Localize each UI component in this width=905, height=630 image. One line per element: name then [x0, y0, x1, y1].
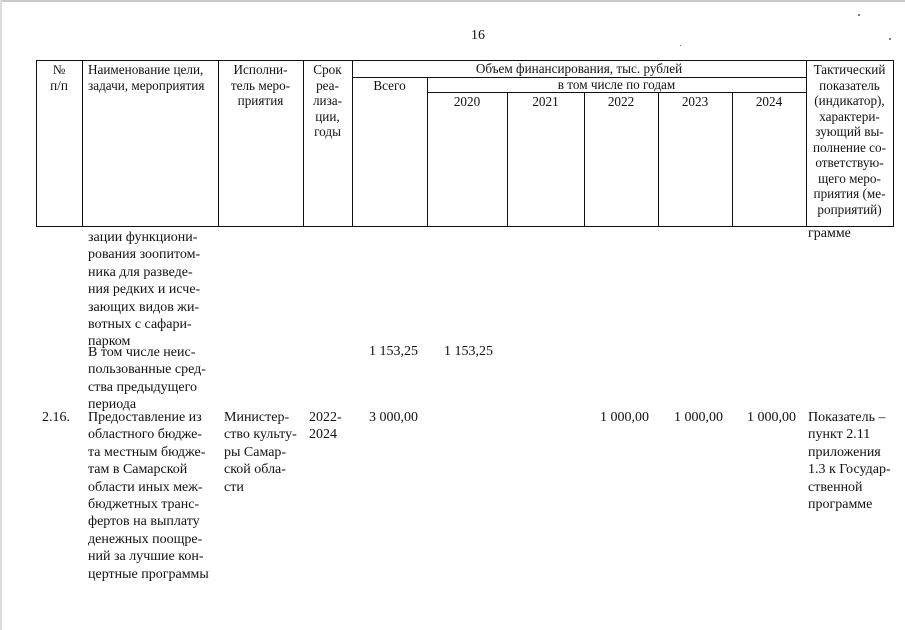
header-year-2021: 2021 — [532, 94, 559, 109]
header-years-group: в том числе по годам — [557, 77, 676, 92]
header-year-2022: 2022 — [607, 94, 635, 109]
row-name: Предоставление из областного бюдже- та местным бюдже- там в Самарской области иных меж- бюджетных транс- фертов на выплату денежных поощре- ний за лучшие кон- цертные программы — [88, 410, 209, 582]
row-total: 3 000,00 — [369, 410, 418, 425]
row-indicator: грамме — [808, 226, 851, 241]
header-col-executor: Исполни- тель меро- приятия — [230, 62, 291, 108]
header-year-2024: 2024 — [755, 94, 783, 109]
scan-speck — [858, 14, 860, 16]
header-col-name: Наименование цели, задачи, мероприятия — [88, 62, 205, 93]
row-total: 1 153,25 — [369, 344, 418, 359]
row-2023: 1 000,00 — [674, 410, 723, 425]
row-executor: Министер- ство культу- ры Самар- ской обла- сти — [224, 410, 297, 495]
row-name: зации функциони- рования зоопитом- ника для разведе- ния редких и исче- зающих видов жи- вотных с сафари- парком — [88, 230, 201, 350]
row-2020: 1 153,25 — [444, 344, 493, 359]
header-col-line — [732, 92, 733, 227]
header-col-funding: Объем финансирования, тыс. рублей — [475, 61, 683, 76]
row-indicator: Показатель – пункт 2.11 приложения 1.3 к Государ- ственной программе — [808, 410, 891, 513]
page-number: 16 — [471, 28, 485, 43]
header-col-indicator: Тактический показатель (индикатор), характери- зующий вы- полнение со- ответствую- щего меро- приятия (ме- роприятий) — [812, 62, 887, 217]
header-year-2023: 2023 — [681, 94, 709, 109]
header-col-term: Срок реа- лиза- ции, годы — [312, 62, 343, 139]
row-number: 2.16. — [42, 410, 70, 425]
row-term: 2022- 2024 — [309, 410, 342, 443]
header-col-line — [82, 60, 83, 227]
header-col-total: Всего — [373, 78, 406, 93]
header-year-2020: 2020 — [453, 94, 481, 109]
row-2022: 1 000,00 — [600, 410, 649, 425]
scan-edge-left — [0, 0, 2, 630]
scan-edge-top — [0, 0, 905, 2]
header-col-number: № п/п — [50, 62, 68, 93]
row-name: В том числе неис- пользованные сред- ства предыдущего периода — [88, 345, 206, 413]
header-col-line — [584, 92, 585, 227]
header-col-line — [507, 92, 508, 227]
row-2024: 1 000,00 — [747, 410, 796, 425]
scan-speck — [889, 38, 891, 40]
header-col-line — [893, 60, 894, 227]
header-bottom-border — [36, 226, 894, 227]
header-col-line — [658, 92, 659, 227]
scan-speck — [680, 45, 681, 46]
